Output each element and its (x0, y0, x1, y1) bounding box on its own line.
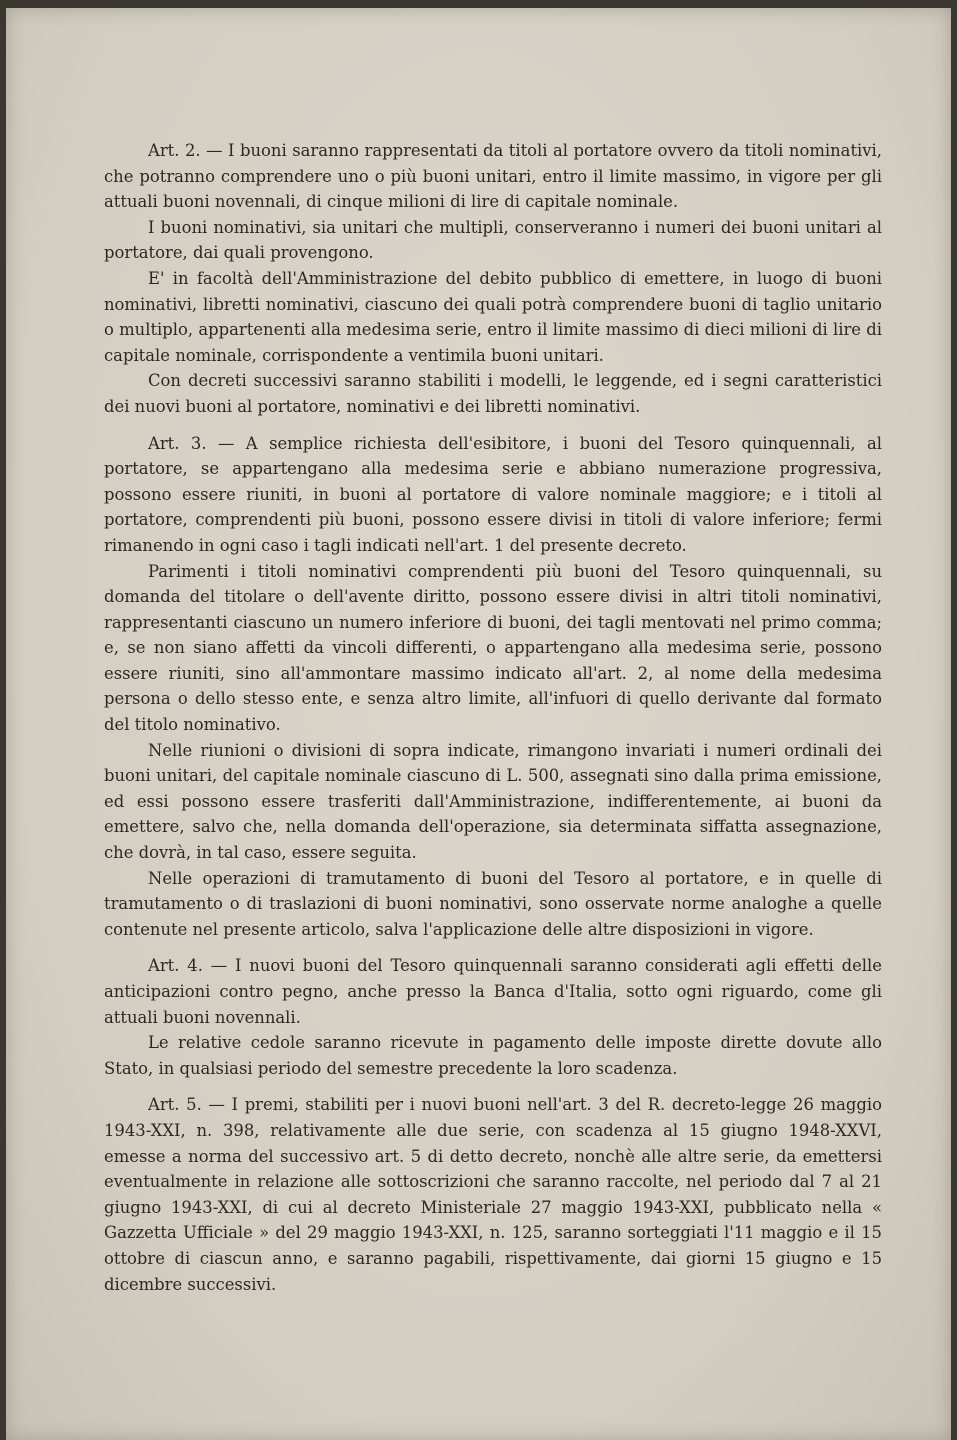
document-page (6, 8, 951, 1440)
paragraph: Le relative cedole saranno ricevute in pagamento delle imposte dirette dovute allo Stato, in qualsiasi periodo del semestre precedente la loro scadenza. (104, 1033, 882, 1078)
paragraph: I buoni nominativi, sia unitari che multipli, conserveranno i numeri dei buoni unitari al portatore, dai quali provengono. (104, 217, 882, 263)
paragraph: Nelle riunioni o divisioni di sopra indicate, rimangono invariati i numeri ordinali dei buoni unitari, del capitale nominale ciascuno di L. 500, assegnati sino dalla prima emissione, ed essi possono essere trasferiti dall'Amministrazione, indifferentemente, ai buoni da emettere, salvo che, nella domanda dell'operazione, sia determinata siffatta assegnazione, che dovrà, in tal caso, essere seguita. (104, 740, 882, 863)
paragraph: E' in facoltà dell'Amministrazione del debito pubblico di emettere, in luogo di buoni nominativi, libretti nominativi, ciascuno dei quali potrà comprendere buoni di taglio unitario o multiplo, appartenenti alla medesima serie, entro il limite massimo di dieci milioni di lire di capitale nominale, corrispondente a ventimila buoni unitari. (104, 268, 882, 365)
paragraph: Parimenti i titoli nominativi comprendenti più buoni del Tesoro quinquennali, su domanda del titolare o dell'avente diritto, possono essere divisi in altri titoli nominativi, rappresentanti ciascuno un numero inferiore di buoni, dei tagli mentovati nel primo comma; e, se non siano affetti da vincoli differenti, o appartengano alla medesima serie, possono essere riuniti, sino all'ammontare massimo indicato all'art. 2, al nome della medesima persona o dello stesso ente, e senza altro limite, all'infuori di quello derivante dal formato del titolo nominativo. (104, 561, 882, 735)
paragraph: Nelle operazioni di tramutamento di buoni del Tesoro al portatore, e in quelle di tramutamento o di traslazioni di buoni nominativi, sono osservate norme analoghe a quelle contenute nel presente articolo, salva l'applicazione delle altre disposizioni in vigore. (104, 868, 882, 939)
paragraph: Con decreti successivi saranno stabiliti i modelli, le leggende, ed i segni caratteristici dei nuovi buoni al portatore, nominativi e dei libretti nominativi. (104, 371, 882, 416)
document-body (104, 138, 882, 1297)
article-4-paragraph: Art. 4. — I nuovi buoni del Tesoro quinquennali saranno considerati agli effetti delle anticipazioni contro pegno, anche presso la Banca d'Italia, sotto ogni riguardo, come gli attuali buoni novennali. (104, 956, 882, 1027)
article-2-paragraph: Art. 2. — I buoni saranno rappresentati da titoli al portatore ovvero da titoli nominativi, che potranno comprendere uno o più buoni unitari, entro il limite massimo, in vigore per gli attuali buoni novennali, di cinque milioni di lire di capitale nominale. (104, 141, 882, 212)
article-3-paragraph: Art. 3. — A semplice richiesta dell'esibitore, i buoni del Tesoro quinquennali, al portatore, se appartengano alla medesima serie e abbiano numerazione progressiva, possono essere riuniti, in buoni al portatore di valore nominale maggiore; e i titoli al portatore, comprendenti più buoni, possono essere divisi in titoli di valore inferiore; fermi rimanendo in ogni caso i tagli indicati nell'art. 1 del presente decreto. (104, 433, 882, 555)
article-5-paragraph: Art. 5. — I premi, stabiliti per i nuovi buoni nell'art. 3 del R. decreto-legge 26 maggio 1943-XXI, n. 398, relativamente alle due serie, con scadenza al 15 giugno 1948-XXVI, emesse a norma del successivo art. 5 di detto decreto, nonchè alle altre serie, da emettersi eventualmente in relazione alle sottoscrizioni che saranno raccolte, nel periodo dal 7 al 21 giugno 1943-XXI, di cui al decreto Ministeriale 27 maggio 1943-XXI, pubblicato nella « Gazzetta Ufficiale » del 29 maggio 1943-XXI, n. 125, saranno sorteggiati l'11 maggio e il 15 ottobre di ciascun anno, e saranno pagabili, rispettivamente, dai giorni 15 giugno e 15 dicembre successivi. (104, 1095, 882, 1294)
